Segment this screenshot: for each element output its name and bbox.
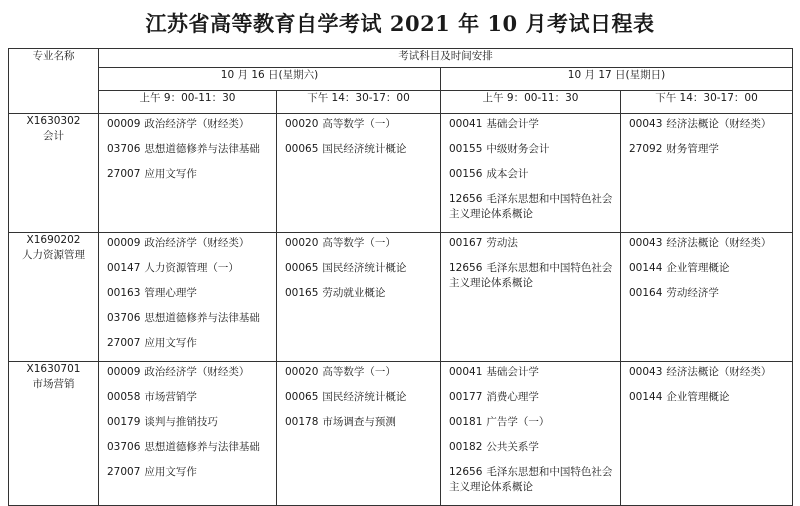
subject-name: 毛泽东思想和中国特色社会 xyxy=(486,193,613,205)
subject-list xyxy=(621,362,792,405)
subject-code: 03706 xyxy=(107,312,141,324)
subject-code: 00179 xyxy=(107,416,141,428)
subject-name: 谈判与推销技巧 xyxy=(144,416,218,428)
session-header-sat-pm: 下午 14：30-17：00 xyxy=(277,91,441,114)
session-cell xyxy=(621,114,793,233)
page-title: 江苏省高等教育自学考试 2021 年 10 月考试日程表 xyxy=(145,11,655,36)
subject-name: 企业管理概论 xyxy=(666,262,730,274)
subject-name: 企业管理概论 xyxy=(666,391,730,403)
subject-item xyxy=(285,117,436,132)
subject-code: 03706 xyxy=(107,441,141,453)
subject-item xyxy=(449,415,616,430)
subject-item xyxy=(107,286,272,301)
subject-name-continuation: 主义理论体系概论 xyxy=(449,277,533,289)
subject-item xyxy=(285,286,436,301)
subject-name: 消费心理学 xyxy=(486,391,539,403)
subject-name: 经济法概论（财经类） xyxy=(666,366,772,378)
subject-list xyxy=(99,233,276,351)
major-name: 人力资源管理 xyxy=(22,249,85,261)
subject-list xyxy=(621,233,792,301)
subject-item xyxy=(449,465,616,495)
subject-name-continuation: 主义理论体系概论 xyxy=(449,481,533,493)
session-cell xyxy=(441,233,621,362)
major-cell xyxy=(9,233,99,362)
subject-item xyxy=(449,192,616,222)
subject-name: 国民经济统计概论 xyxy=(322,143,407,155)
subject-name: 思想道德修养与法律基础 xyxy=(144,312,260,324)
session-cell xyxy=(621,233,793,362)
subject-name: 广告学（一） xyxy=(486,416,550,428)
subject-list xyxy=(621,114,792,157)
day-header-oct17: 10 月 17 日(星期日) xyxy=(441,68,793,91)
major-cell xyxy=(9,114,99,233)
subject-name: 应用文写作 xyxy=(144,168,197,180)
major-code: X1630302 xyxy=(26,115,81,127)
subject-code: 03706 xyxy=(107,143,141,155)
major-code: X1690202 xyxy=(26,234,81,246)
subject-code: 00009 xyxy=(107,366,141,378)
session-cell xyxy=(277,362,441,506)
subject-list xyxy=(277,362,440,430)
subject-list xyxy=(277,233,440,301)
major-name: 会计 xyxy=(43,130,64,142)
session-cell xyxy=(99,233,277,362)
subject-name: 政治经济学（财经类） xyxy=(144,118,250,130)
subject-list xyxy=(99,114,276,182)
subject-code: 00020 xyxy=(285,237,319,249)
subject-name: 市场调查与预测 xyxy=(322,416,396,428)
subject-item xyxy=(285,236,436,251)
subject-item xyxy=(285,142,436,157)
subject-item xyxy=(285,365,436,380)
subject-item xyxy=(285,415,436,430)
subject-name: 经济法概论（财经类） xyxy=(666,237,772,249)
subject-name: 国民经济统计概论 xyxy=(322,391,407,403)
subject-name: 市场营销学 xyxy=(144,391,197,403)
subject-item xyxy=(285,261,436,276)
subject-code: 00043 xyxy=(629,366,663,378)
subject-name: 财务管理学 xyxy=(666,143,719,155)
subject-code: 00065 xyxy=(285,143,319,155)
header-row-days xyxy=(9,68,793,91)
major-code: X1630701 xyxy=(26,363,81,375)
subject-code: 00147 xyxy=(107,262,141,274)
subject-item xyxy=(107,142,272,157)
header-row-1 xyxy=(9,49,793,68)
session-cell xyxy=(441,362,621,506)
subject-item xyxy=(629,117,788,132)
subject-item xyxy=(107,365,272,380)
subject-item xyxy=(449,440,616,455)
subject-item xyxy=(107,390,272,405)
subject-name: 劳动经济学 xyxy=(666,287,719,299)
subject-name: 高等数学（一） xyxy=(322,118,396,130)
subject-item xyxy=(449,117,616,132)
major-name: 市场营销 xyxy=(32,378,75,390)
subject-code: 00020 xyxy=(285,118,319,130)
subject-code: 00058 xyxy=(107,391,141,403)
subject-code: 00156 xyxy=(449,168,483,180)
subject-item xyxy=(629,365,788,380)
subject-item xyxy=(285,390,436,405)
exam-schedule-table xyxy=(8,48,793,506)
subject-item xyxy=(449,365,616,380)
subject-item xyxy=(107,440,272,455)
major-row xyxy=(9,233,793,362)
subject-name: 应用文写作 xyxy=(144,337,197,349)
subject-name: 劳动法 xyxy=(486,237,518,249)
session-header-sun-am: 上午 9：00-11：30 xyxy=(441,91,621,114)
major-cell xyxy=(9,362,99,506)
subject-name: 政治经济学（财经类） xyxy=(144,366,250,378)
subject-code: 12656 xyxy=(449,193,483,205)
subject-list xyxy=(441,362,620,495)
subject-code: 27092 xyxy=(629,143,663,155)
subject-name: 公共关系学 xyxy=(486,441,539,453)
subject-code: 00009 xyxy=(107,237,141,249)
subject-name: 应用文写作 xyxy=(144,466,197,478)
subject-code: 00164 xyxy=(629,287,663,299)
subject-name: 思想道德修养与法律基础 xyxy=(144,143,260,155)
session-cell xyxy=(621,362,793,506)
subject-item xyxy=(107,236,272,251)
subject-code: 00041 xyxy=(449,366,483,378)
schedule-header: 考试科目及时间安排 xyxy=(99,49,793,68)
major-row xyxy=(9,362,793,506)
subject-code: 00065 xyxy=(285,391,319,403)
subject-item xyxy=(107,415,272,430)
session-header-sat-am: 上午 9：00-11：30 xyxy=(99,91,277,114)
subject-code: 27007 xyxy=(107,337,141,349)
subject-name: 中级财务会计 xyxy=(486,143,550,155)
subject-name: 思想道德修养与法律基础 xyxy=(144,441,260,453)
subject-item xyxy=(107,336,272,351)
subject-code: 00182 xyxy=(449,441,483,453)
session-cell xyxy=(277,233,441,362)
subject-code: 00041 xyxy=(449,118,483,130)
session-header-sun-pm: 下午 14：30-17：00 xyxy=(621,91,793,114)
subject-code: 00043 xyxy=(629,118,663,130)
day-header-oct16: 10 月 16 日(星期六) xyxy=(99,68,441,91)
subject-name: 政治经济学（财经类） xyxy=(144,237,250,249)
subject-name: 成本会计 xyxy=(486,168,529,180)
subject-item xyxy=(107,167,272,182)
subject-code: 00165 xyxy=(285,287,319,299)
subject-code: 00144 xyxy=(629,262,663,274)
header-row-sessions xyxy=(9,91,793,114)
subject-item xyxy=(449,142,616,157)
subject-item xyxy=(107,311,272,326)
subject-list xyxy=(441,233,620,291)
subject-name: 管理心理学 xyxy=(144,287,197,299)
subject-code: 00155 xyxy=(449,143,483,155)
session-cell xyxy=(441,114,621,233)
subject-item xyxy=(107,117,272,132)
session-cell xyxy=(277,114,441,233)
major-column-header: 专业名称 xyxy=(9,49,99,114)
subject-code: 00043 xyxy=(629,237,663,249)
subject-item xyxy=(107,261,272,276)
subject-name: 人力资源管理（一） xyxy=(144,262,239,274)
subject-code: 00144 xyxy=(629,391,663,403)
session-cell xyxy=(99,362,277,506)
subject-code: 00181 xyxy=(449,416,483,428)
subject-name-continuation: 主义理论体系概论 xyxy=(449,208,533,220)
subject-code: 00163 xyxy=(107,287,141,299)
subject-code: 00167 xyxy=(449,237,483,249)
subject-code: 12656 xyxy=(449,262,483,274)
subject-list xyxy=(441,114,620,222)
subject-code: 00065 xyxy=(285,262,319,274)
subject-name: 国民经济统计概论 xyxy=(322,262,407,274)
subject-code: 00178 xyxy=(285,416,319,428)
subject-code: 00009 xyxy=(107,118,141,130)
subject-code: 12656 xyxy=(449,466,483,478)
subject-name: 基础会计学 xyxy=(486,118,539,130)
subject-item xyxy=(629,236,788,251)
subject-item xyxy=(449,261,616,291)
subject-item xyxy=(629,390,788,405)
subject-item xyxy=(449,390,616,405)
subject-name: 高等数学（一） xyxy=(322,237,396,249)
subject-name: 经济法概论（财经类） xyxy=(666,118,772,130)
subject-code: 27007 xyxy=(107,168,141,180)
subject-item xyxy=(629,261,788,276)
subject-list xyxy=(99,362,276,480)
subject-name: 基础会计学 xyxy=(486,366,539,378)
subject-code: 00020 xyxy=(285,366,319,378)
subject-name: 劳动就业概论 xyxy=(322,287,386,299)
subject-item xyxy=(449,167,616,182)
subject-item xyxy=(629,286,788,301)
subject-name: 高等数学（一） xyxy=(322,366,396,378)
subject-item xyxy=(449,236,616,251)
session-cell xyxy=(99,114,277,233)
subject-item xyxy=(629,142,788,157)
subject-name: 毛泽东思想和中国特色社会 xyxy=(486,466,613,478)
subject-code: 27007 xyxy=(107,466,141,478)
major-row xyxy=(9,114,793,233)
subject-list xyxy=(277,114,440,157)
subject-name: 毛泽东思想和中国特色社会 xyxy=(486,262,613,274)
subject-item xyxy=(107,465,272,480)
subject-code: 00177 xyxy=(449,391,483,403)
